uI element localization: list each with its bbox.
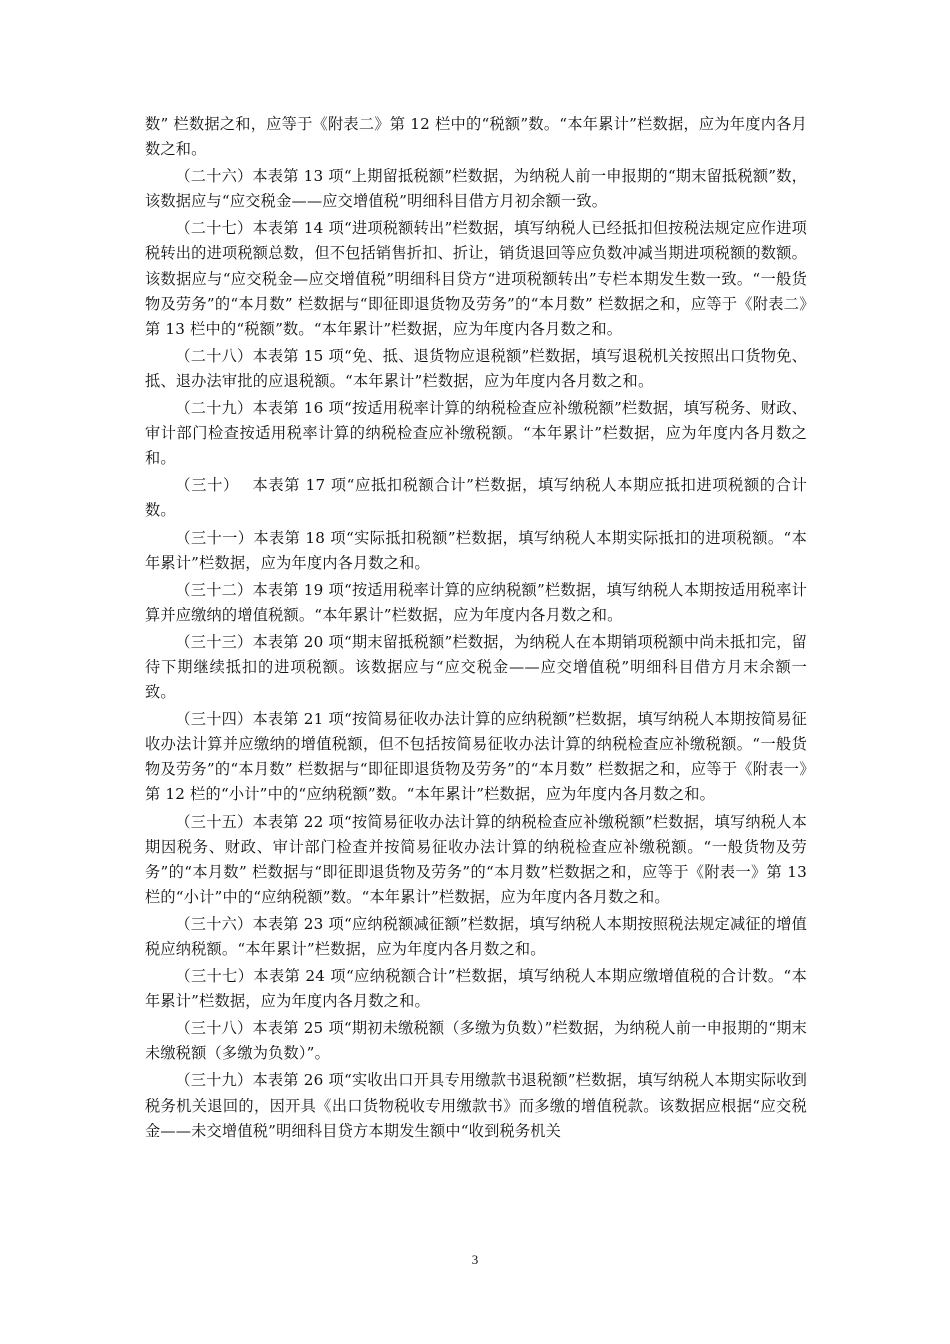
paragraph-item-26: （二十六）本表第 13 项“上期留抵税额”栏数据，为纳税人前一申报期的“期末留抵税额”数，该数据应与“应交税金——应交增值税”明细科目借方月初余额一致。 (145, 167, 807, 211)
paragraph-item-39: （三十九）本表第 26 项“实收出口开具专用缴款书退税额”栏数据，填写纳税人本期实际收到税务机关退回的，因开具《出口货物税收专用缴款书》而多缴的增值税款。该数据应根据“应交税金——未交增值税”明细科目贷方本期发生额中“收到税务机关 (145, 1071, 807, 1140)
paragraph-item-32: （三十二）本表第 19 项“按适用税率计算的应纳税额”栏数据，填写纳税人本期按适用税率计算并应缴纳的增值税额。“本年累计”栏数据，应为年度内各月数之和。 (145, 580, 807, 624)
paragraph-item-34: （三十四）本表第 21 项“按简易征收办法计算的应纳税额”栏数据，填写纳税人本期按简易征收办法计算并应缴纳的增值税额，但不包括按简易征收办法计算的纳税检查应补缴税额。“一般货物及劳务”的“本月数” 栏数据与“即征即退货物及劳务”的“本月数” 栏数据之和，应等于《附表一》第 12 栏的“小计”中的“应纳税额”数。“本年累计”栏数据，应为年度内各月数之和。 (145, 710, 807, 804)
paragraph-item-30: （三十） 本表第 17 项“应抵扣税额合计”栏数据，填写纳税人本期应抵扣进项税额的合计数。 (145, 476, 807, 520)
document-body (145, 112, 807, 1146)
paragraph-item-36: （三十六）本表第 23 项“应纳税额减征额”栏数据，填写纳税人本期按照税法规定减征的增值税应纳税额。“本年累计”栏数据，应为年度内各月数之和。 (145, 914, 807, 958)
paragraph-item-27: （二十七）本表第 14 项“进项税额转出”栏数据，填写纳税人已经抵扣但按税法规定应作进项税转出的进项税额总数，但不包括销售折扣、折让，销货退回等应负数冲减当期进项税额的数额。该数据应与“应交税金—应交增值税”明细科目贷方“进项税额转出”专栏本期发生数一致。“一般货物及劳务”的“本月数” 栏数据与“即征即退货物及劳务”的“本月数” 栏数据之和，应等于《附表二》第 13 栏中的“税额”数。“本年累计”栏数据，应为年度内各月数之和。 (145, 219, 807, 338)
paragraph-item-35: （三十五）本表第 22 项“按简易征收办法计算的纳税检查应补缴税额”栏数据，填写纳税人本期因税务、财政、审计部门检查并按简易征收办法计算的纳税检查应补缴税额。“一般货物及劳务”的“本月数” 栏数据与“即征即退货物及劳务”的“本月数”栏数据之和，应等于《附表一》第 13 栏的“小计”中的“应纳税额”数。“本年累计”栏数据，应为年度内各月数之和。 (145, 812, 807, 906)
paragraph-item-29: （二十九）本表第 16 项“按适用税率计算的纳税检查应补缴税额”栏数据，填写税务、财政、审计部门检查按适用税率计算的纳税检查应补缴税额。“本年累计”栏数据，应为年度内各月数之和。 (145, 399, 807, 468)
paragraph-item-38: （三十八）本表第 25 项“期初未缴税额（多缴为负数）”栏数据，为纳税人前一申报期的“期末未缴税额（多缴为负数）”。 (145, 1019, 807, 1063)
paragraph-item-37: （三十七）本表第 24 项“应纳税额合计”栏数据，填写纳税人本期应缴增值税的合计数。“本年累计”栏数据，应为年度内各月数之和。 (145, 967, 807, 1011)
paragraph-item-28: （二十八）本表第 15 项“免、抵、退货物应退税额”栏数据，填写退税机关按照出口货物免、抵、退办法审批的应退税额。“本年累计”栏数据，应为年度内各月数之和。 (145, 346, 807, 390)
paragraph-item-31: （三十一）本表第 18 项“实际抵扣税额”栏数据，填写纳税人本期实际抵扣的进项税额。“本年累计”栏数据，应为年度内各月数之和。 (145, 528, 807, 572)
page-number: 3 (471, 1252, 479, 1267)
paragraph-item-33: （三十三）本表第 20 项“期末留抵税额”栏数据，为纳税人在本期销项税额中尚未抵扣完，留待下期继续抵扣的进项税额。该数据应与“应交税金——应交增值税”明细科目借方月末余额一致。 (145, 632, 807, 702)
paragraph-continuation: 数” 栏数据之和，应等于《附表二》第 12 栏中的“税额”数。“本年累计”栏数据，应为年度内各月数之和。 (145, 115, 807, 159)
